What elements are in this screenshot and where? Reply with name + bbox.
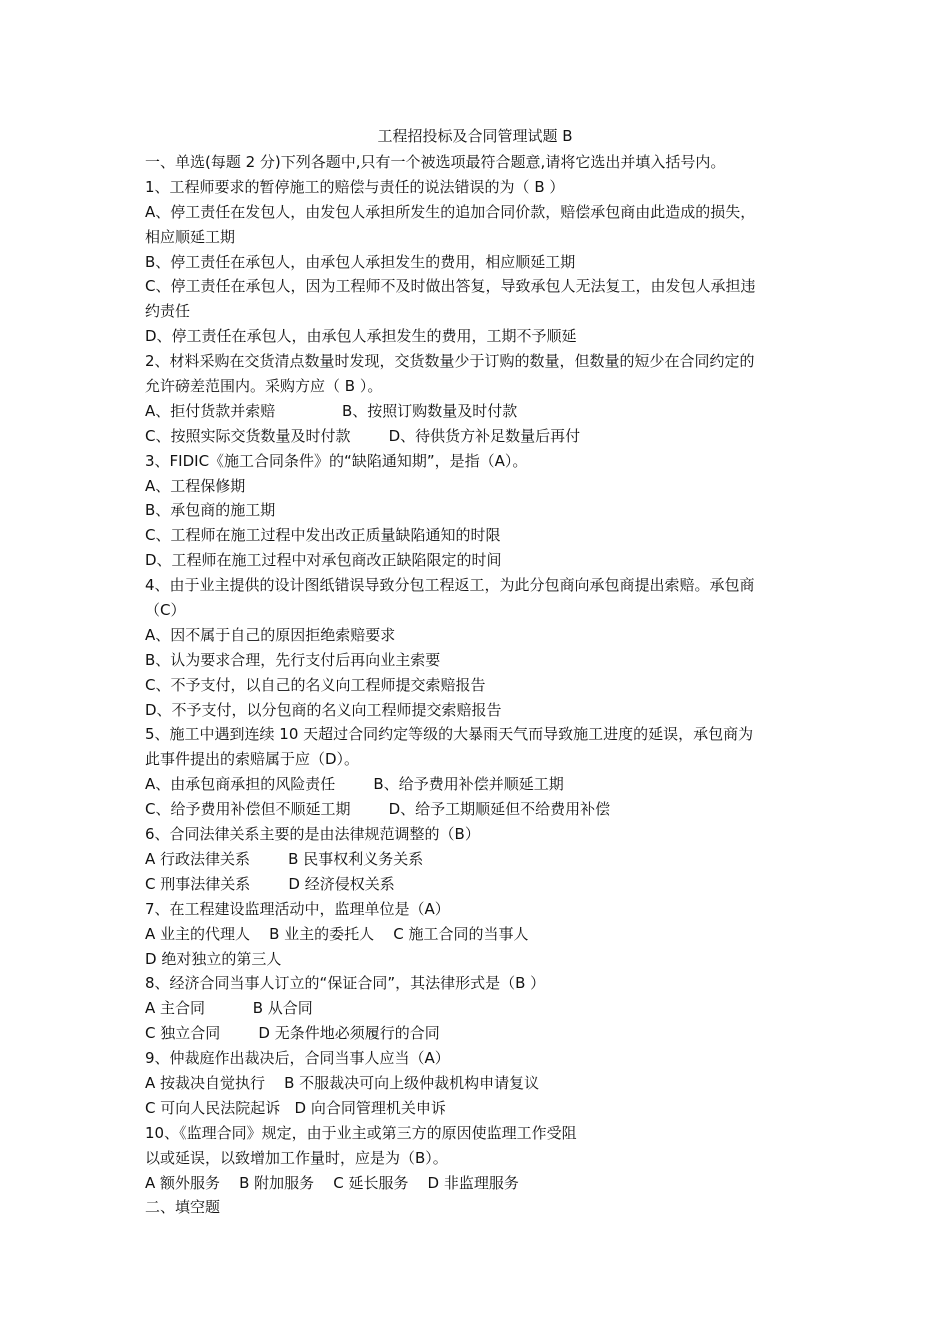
document-body (145, 150, 817, 1220)
question-1-option-a: A、停工责任在发包人，由发包人承担所发生的追加合同价款，赔偿承包商由此造成的损失， (145, 202, 756, 221)
question-5-cont: 此事件提出的索赔属于应（D）。 (145, 750, 360, 769)
document-title: 工程招投标及合同管理试题 B (377, 127, 573, 145)
question-4-option-a: A、因不属于自己的原因拒绝索赔要求 (145, 625, 396, 644)
question-7: 7、在工程建设监理活动中，监理单位是（A） (145, 899, 450, 918)
question-6-options-cd: C 刑事法律关系 D 经济侵权关系 (145, 874, 395, 893)
question-6-options-ab: A 行政法律关系 B 民事权利义务关系 (145, 849, 424, 868)
question-1-option-b: B、停工责任在承包人，由承包人承担发生的费用，相应顺延工期 (145, 252, 576, 271)
question-10: 10、《监理合同》规定，由于业主或第三方的原因使监理工作受阻 (145, 1123, 577, 1142)
question-1-option-c: C、停工责任在承包人，因为工程师不及时做出答复，导致承包人无法复工，由发包人承担违 (145, 277, 756, 296)
question-1-option-c-cont: 约责任 (145, 302, 191, 321)
question-8-options-cd: C 独立合同 D 无条件地必须履行的合同 (145, 1024, 440, 1043)
question-8: 8、经济合同当事人订立的“保证合同”，其法律形式是（B ） (145, 974, 546, 993)
question-3: 3、FIDIC《施工合同条件》的“缺陷通知期”，是指（A）。 (145, 451, 528, 470)
question-2: 2、材料采购在交货清点数量时发现，交货数量少于订购的数量，但数量的短少在合同约定的 (145, 352, 755, 371)
question-4-option-b: B、认为要求合理，先行支付后再向业主索要 (145, 650, 441, 669)
question-2-options-ab: A、拒付货款并索赔 B、按照订购数量及时付款 (145, 401, 518, 420)
question-2-cont: 允许磅差范围内。采购方应（ B ）。 (145, 377, 383, 396)
question-6: 6、合同法律关系主要的是由法律规范调整的（B） (145, 825, 480, 844)
question-1: 1、工程师要求的暂停施工的赔偿与责任的说法错误的为（ B ） (145, 177, 565, 196)
question-3-option-b: B、承包商的施工期 (145, 501, 276, 520)
question-7-option-d: D 绝对独立的第三人 (145, 949, 282, 968)
question-9-options-ab: A 按裁决自觉执行 B 不服裁决可向上级仲裁机构申请复议 (145, 1073, 540, 1092)
question-9-options-cd: C 可向人民法院起诉 D 向合同管理机关申诉 (145, 1098, 446, 1117)
question-8-options-ab: A 主合同 B 从合同 (145, 999, 313, 1018)
section-heading-single-choice: 一、单选(每题 2 分)下列各题中,只有一个被选项最符合题意,请将它选出并填入括号内。 (145, 153, 726, 171)
question-9: 9、仲裁庭作出裁决后，合同当事人应当（A） (145, 1049, 450, 1068)
question-3-option-a: A、工程保修期 (145, 476, 246, 495)
question-1-option-a-cont: 相应顺延工期 (145, 227, 236, 246)
question-5-options-ab: A、由承包商承担的风险责任 B、给予费用补偿并顺延工期 (145, 775, 564, 794)
question-4: 4、由于业主提供的设计图纸错误导致分包工程返工，为此分包商向承包商提出索赔。承包商 (145, 576, 755, 595)
question-7-options-abc: A 业主的代理人 B 业主的委托人 C 施工合同的当事人 (145, 924, 529, 943)
question-5: 5、施工中遇到连续 10 天超过合同约定等级的大暴雨天气而导致施工进度的延误，承包商为 (145, 725, 754, 744)
question-10-options: A 额外服务 B 附加服务 C 延长服务 D 非监理服务 (145, 1173, 519, 1192)
question-1-option-d: D、停工责任在承包人，由承包人承担发生的费用，工期不予顺延 (145, 327, 577, 346)
question-4-option-c: C、不予支付，以自己的名义向工程师提交索赔报告 (145, 675, 486, 694)
question-2-options-cd: C、按照实际交货数量及时付款 D、待供货方补足数量后再付 (145, 426, 581, 445)
question-10-cont: 以或延误，以致增加工作量时，应是为（B）。 (145, 1148, 448, 1167)
question-4-answer: （C） (145, 601, 186, 620)
question-4-option-d: D、不予支付，以分包商的名义向工程师提交索赔报告 (145, 700, 502, 719)
question-3-option-c: C、工程师在施工过程中发出改正质量缺陷通知的时限 (145, 526, 501, 545)
section-heading-fill-blank: 二、填空题 (145, 1198, 221, 1217)
question-3-option-d: D、工程师在施工过程中对承包商改正缺陷限定的时间 (145, 551, 502, 570)
question-5-options-cd: C、给予费用补偿但不顺延工期 D、给予工期顺延但不给费用补偿 (145, 800, 611, 819)
